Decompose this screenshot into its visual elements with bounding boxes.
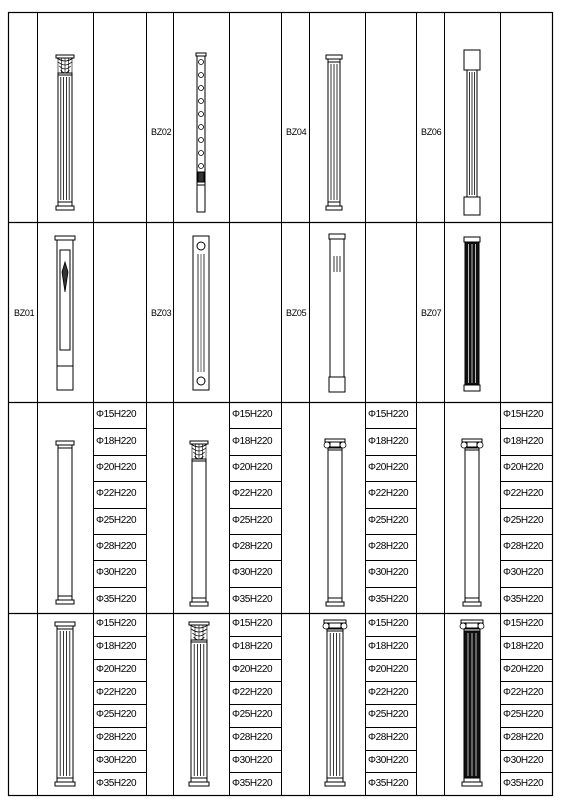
spec-size-r3-1-3: Φ20H220 [96,462,137,473]
spec-size-r3-2-1: Φ15H220 [232,409,273,420]
code-bz04: BZ04 [286,127,307,137]
code-bz06: BZ06 [421,127,442,137]
spec-size-r3-3-7: Φ30H220 [368,567,409,578]
dark-fluted-column-icon [464,237,480,391]
spec-size-r4-1-5: Φ25H220 [96,709,137,720]
spec-size-r4-1-4: Φ22H220 [96,687,137,698]
spec-size-r4-3-2: Φ18H220 [368,641,409,652]
spec-size-r3-3-4: Φ22H220 [368,488,409,499]
code-bz07: BZ07 [421,308,442,318]
spec-size-r3-3-6: Φ28H220 [368,541,409,552]
spec-size-r3-1-5: Φ25H220 [96,515,137,526]
tuscan-fluted-column-icon [55,622,75,786]
carved-relief-pilaster-icon [196,53,206,212]
spec-size-r3-1-1: Φ15H220 [96,409,137,420]
spec-size-r3-3-2: Φ18H220 [368,436,409,447]
spec-size-r4-2-3: Φ20H220 [232,664,273,675]
corinthian-fluted-column-icon [56,55,74,210]
ionic-fluted-column-icon [323,620,347,786]
spec-size-r4-4-1: Φ15H220 [503,618,544,629]
fluted-doric-column-icon [326,55,342,210]
spec-size-r4-2-7: Φ30H220 [232,755,273,766]
spec-size-r4-4-8: Φ35H220 [503,778,544,789]
carved-panel-pilaster-icon [55,236,75,390]
code-bz05: BZ05 [286,308,307,318]
spec-size-r4-2-1: Φ15H220 [232,618,273,629]
spec-size-r3-2-6: Φ28H220 [232,541,273,552]
spec-size-r3-4-5: Φ25H220 [503,515,544,526]
spec-size-r4-1-3: Φ20H220 [96,664,137,675]
spec-size-r3-4-1: Φ15H220 [503,409,544,420]
code-bz03: BZ03 [151,308,172,318]
spec-size-r4-3-3: Φ20H220 [368,664,409,675]
spec-size-r3-2-4: Φ22H220 [232,488,273,499]
spec-size-r4-3-4: Φ22H220 [368,687,409,698]
corinthian-plain-column-icon [190,441,208,606]
spec-size-r4-3-5: Φ25H220 [368,709,409,720]
spec-size-r3-4-4: Φ22H220 [503,488,544,499]
spec-size-r3-3-5: Φ25H220 [368,515,409,526]
spec-size-r4-4-3: Φ20H220 [503,664,544,675]
spec-size-r4-1-1: Φ15H220 [96,618,137,629]
spec-size-r4-4-7: Φ30H220 [503,755,544,766]
spec-size-r3-4-2: Φ18H220 [503,436,544,447]
spec-size-r3-4-7: Φ30H220 [503,567,544,578]
tapered-panel-column-icon [329,234,345,392]
spec-size-r4-4-6: Φ28H220 [503,732,544,743]
spec-size-r4-4-2: Φ18H220 [503,641,544,652]
spec-size-r3-1-2: Φ18H220 [96,436,137,447]
spec-size-r4-4-4: Φ22H220 [503,687,544,698]
roman-dark-fluted-column-icon [460,620,484,786]
code-bz01: BZ01 [14,308,35,318]
spec-size-r3-4-8: Φ35H220 [503,594,544,605]
spec-size-r3-2-2: Φ18H220 [232,436,273,447]
spec-size-r4-1-2: Φ18H220 [96,641,137,652]
code-bz02: BZ02 [151,127,172,137]
spec-size-r3-1-8: Φ35H220 [96,594,137,605]
spec-size-r4-3-7: Φ30H220 [368,755,409,766]
spec-size-r4-2-6: Φ28H220 [232,732,273,743]
spec-size-r3-1-4: Φ22H220 [96,488,137,499]
spec-size-r4-2-5: Φ25H220 [232,709,273,720]
spec-size-r4-3-8: Φ35H220 [368,778,409,789]
spec-size-r3-2-8: Φ35H220 [232,594,273,605]
spec-size-r4-1-7: Φ30H220 [96,755,137,766]
spec-size-r3-3-8: Φ35H220 [368,594,409,605]
spec-size-r3-4-6: Φ28H220 [503,541,544,552]
spec-size-r3-2-5: Φ25H220 [232,515,273,526]
plain-tuscan-column-icon [56,441,74,604]
spec-size-r4-1-6: Φ28H220 [96,732,137,743]
spec-size-r4-2-4: Φ22H220 [232,687,273,698]
spec-size-r3-3-3: Φ20H220 [368,462,409,473]
spec-size-r4-3-6: Φ28H220 [368,732,409,743]
spec-size-r3-3-1: Φ15H220 [368,409,409,420]
corinthian-fluted-column-icon-2 [189,622,209,786]
spec-size-r3-1-6: Φ28H220 [96,541,137,552]
spec-size-r4-3-1: Φ15H220 [368,618,409,629]
spec-size-r4-2-8: Φ35H220 [232,778,273,789]
spec-size-r3-2-3: Φ20H220 [232,462,273,473]
medallion-fluted-pilaster-icon [193,236,209,390]
spec-size-r4-2-2: Φ18H220 [232,641,273,652]
spec-size-r4-1-8: Φ35H220 [96,778,137,789]
spec-size-r3-1-7: Φ30H220 [96,567,137,578]
spec-size-r3-4-3: Φ20H220 [503,462,544,473]
spec-size-r3-2-7: Φ30H220 [232,567,273,578]
spec-size-r4-4-5: Φ25H220 [503,709,544,720]
